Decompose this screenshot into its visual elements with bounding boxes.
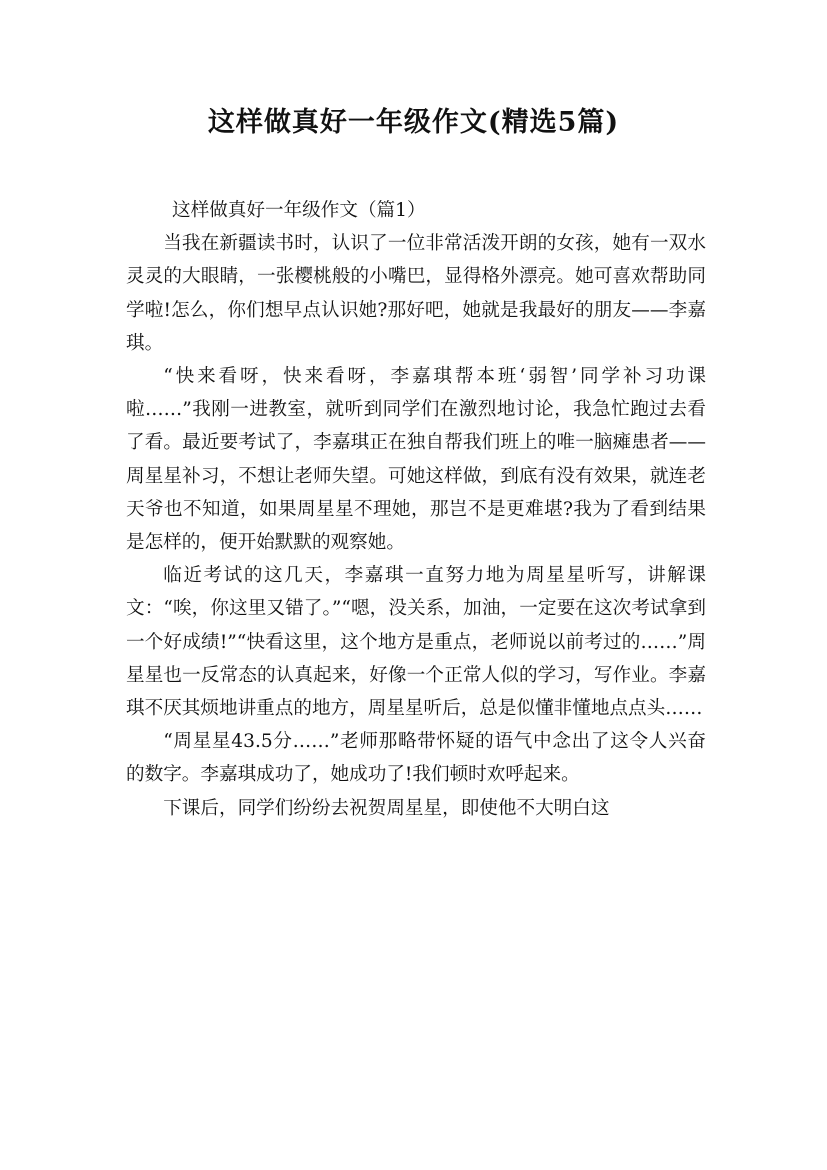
paragraph-4: “周星星43.5分……”老师那略带怀疑的语气中念出了这令人兴奋的数字。李嘉琪成功了，她成功了!我们顿时欢呼起来。 [126, 731, 706, 786]
document-body [126, 194, 706, 825]
document-title: 这样做真好一年级作文(精选5篇) [207, 107, 620, 138]
paragraph-2: “快来看呀，快来看呀，李嘉琪帮本班‘弱智’同学补习功课啦……”我刚一进教室，就听到同学们在激烈地讨论，我急忙跑过去看了看。最近要考试了，李嘉琪正在独自帮我们班上的唯一脑瘫患者——周星星补习，不想让老师失望。可她这样做，到底有没有效果，就连老天爷也不知道，如果周星星不理她，那岂不是更难堪?我为了看到结果是怎样的，便开始默默的观察她。 [126, 366, 706, 554]
paragraph-5: 下课后，同学们纷纷去祝贺周星星，即使他不大明白这 [163, 797, 610, 819]
section-heading: 这样做真好一年级作文（篇1） [172, 200, 426, 221]
paragraph-1: 当我在新疆读书时，认识了一位非常活泼开朗的女孩，她有一双水灵灵的大眼睛，一张樱桃般的小嘴巴，显得格外漂亮。她可喜欢帮助同学啦!怎么，你们想早点认识她?那好吧，她就是我最好的朋友——李嘉琪。 [126, 233, 706, 354]
paragraph-3: 临近考试的这几天，李嘉琪一直努力地为周星星听写，讲解课文：“唉，你这里又错了。”“嗯，没关系，加油，一定要在这次考试拿到一个好成绩!”“快看这里，这个地方是重点，老师说以前考过的……”周星星也一反常态的认真起来，好像一个正常人似的学习，写作业。李嘉琪不厌其烦地讲重点的地方，周星星听后，总是似懂非懂地点点头…… [126, 565, 706, 720]
